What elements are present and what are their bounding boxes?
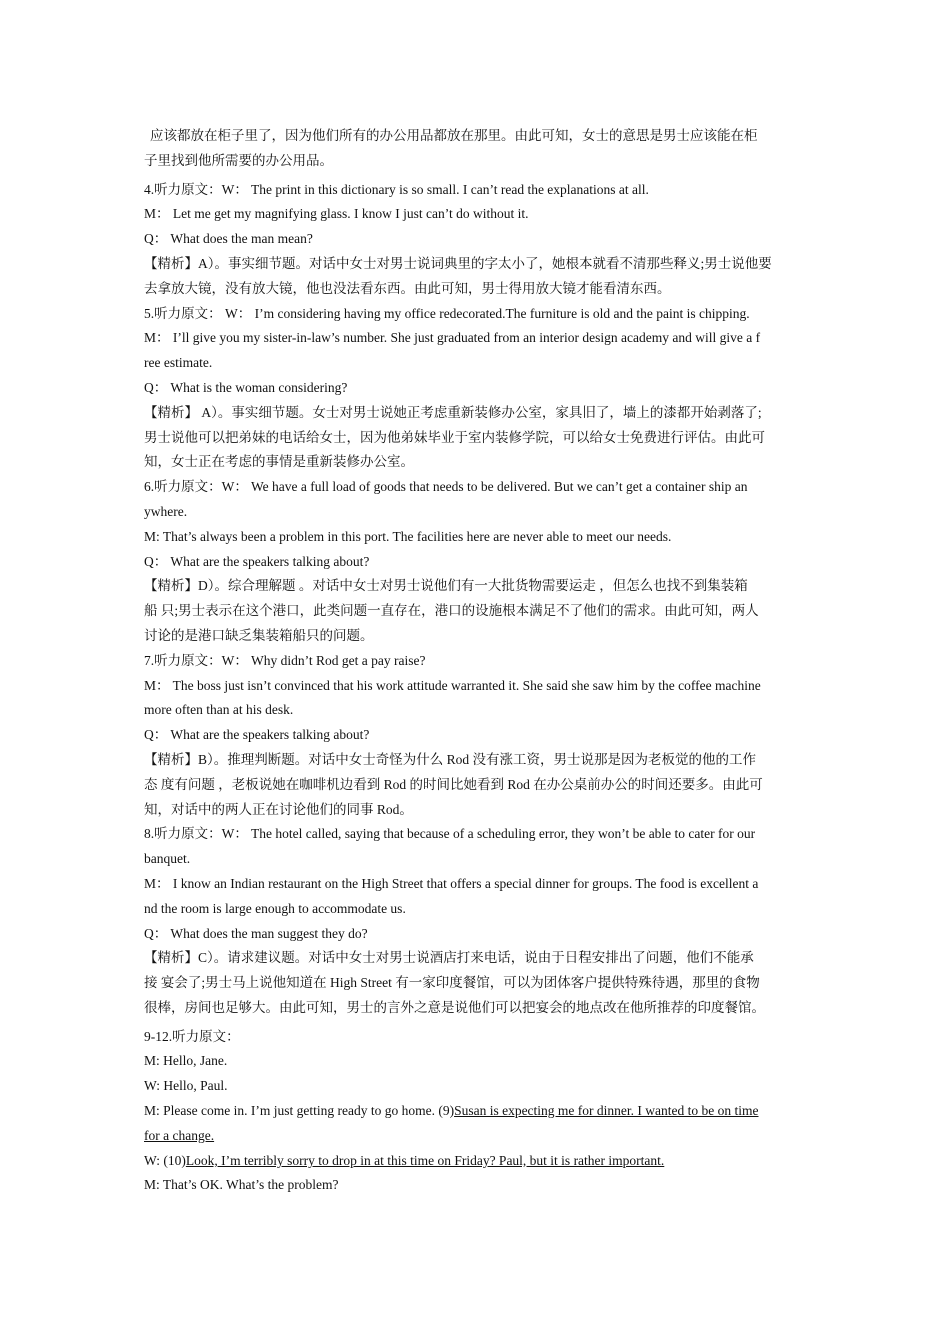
q5-analysis-line1: 【精析】 A）。事实细节题。女士对男士说她正考虑重新装修办公室，家具旧了，墙上的漆都开始剥落了; — [144, 404, 762, 420]
q4-analysis-line1: 【精析】A）。事实细节题。对话中女士对男士说词典里的字太小了，她根本就看不清那些释义;男士说他要 — [144, 255, 772, 271]
q7-transcript-man-line2: more often than at his desk. — [144, 702, 294, 718]
q8-transcript-man-line1: M： I know an Indian restaurant on the High Street that offers a special dinner for groups. The food is excellent a — [144, 875, 759, 891]
q5-transcript-man-line2: ree estimate. — [144, 355, 213, 371]
q6-analysis-line3: 讨论的是港口缺乏集装箱船只的问题。 — [144, 627, 374, 643]
dialogue-line-3-cont — [144, 1124, 824, 1149]
answer-9-underlined: Susan is expecting me for dinner. I wanted to be on time — [454, 1103, 759, 1119]
dialogue-line-4 — [144, 1149, 824, 1174]
q5-question: Q： What is the woman considering? — [144, 379, 348, 395]
dialogue-line-5: M: That’s OK. What’s the problem? — [144, 1177, 339, 1193]
analysis-q3-line1: 应该都放在柜子里了，因为他们所有的办公用品都放在那里。由此可知，女士的意思是男士应该能在柜 — [150, 128, 758, 143]
q5-analysis-line2: 男士说他可以把弟妹的电话给女士，因为他弟妹毕业于室内装修学院，可以给女士免费进行评估。由此可 — [144, 429, 765, 445]
q7-transcript-man-line1: M： The boss just isn’t convinced that his work attitude warranted it. She said she saw him by the coffee machine — [144, 677, 761, 693]
q6-analysis-line1: 【精析】D）。综合理解题 。对话中女士对男士说他们有一大批货物需要运走 ，但怎么也找不到集装箱 — [144, 578, 748, 594]
q8-analysis-line3: 很棒，房间也足够大。由此可知，男士的言外之意是说他们可以把宴会的地点改在他所推荐的印度餐馆。 — [144, 999, 765, 1015]
dialogue-line-1: M: Hello, Jane. — [144, 1053, 228, 1069]
section-9-12-title: 9-12.听力原文： — [144, 1028, 240, 1044]
q7-question: Q： What are the speakers talking about? — [144, 727, 370, 743]
q7-transcript-woman: 7.听力原文：W： Why didn’t Rod get a pay raise? — [144, 652, 426, 668]
q5-transcript-man-line1: M： I’ll give you my sister-in-law’s number. She just graduated from an interior design academy and will give a f — [144, 330, 761, 346]
q8-transcript-man-line2: nd the room is large enough to accommodate us. — [144, 900, 406, 916]
q6-question: Q： What are the speakers talking about? — [144, 553, 370, 569]
q6-transcript-man: M: That’s always been a problem in this port. The facilities here are never able to meet our needs. — [144, 528, 672, 544]
q8-analysis-line1: 【精析】C）。请求建议题。对话中女士对男士说酒店打来电话，说由于日程安排出了问题，他们不能承 — [144, 950, 754, 966]
dialogue-line-4-prefix: W: (10) — [144, 1152, 186, 1168]
analysis-q3-line2: 子里找到他所需要的办公用品。 — [144, 152, 333, 168]
dialogue-line-3 — [144, 1099, 824, 1124]
q7-analysis-line3: 知，对话中的两人正在讨论他们的同事 Rod。 — [144, 801, 413, 817]
q4-transcript-woman: 4.听力原文：W： The print in this dictionary is so small. I can’t read the explanations at all. — [144, 181, 649, 197]
answer-10-underlined: Look, I’m terribly sorry to drop in at this time on Friday? Paul, but it is rather important. — [185, 1152, 665, 1168]
q8-transcript-woman-line2: banquet. — [144, 851, 191, 867]
q6-transcript-woman-line2: ywhere. — [144, 503, 188, 519]
q5-analysis-line3: 知，女士正在考虑的事情是重新装修办公室。 — [144, 454, 414, 470]
q8-question: Q： What does the man suggest they do? — [144, 925, 368, 941]
q4-analysis-line2: 去拿放大镜，没有放大镜，他也没法看东西。由此可知，男士得用放大镜才能看清东西。 — [144, 280, 671, 296]
document-body — [144, 124, 824, 1198]
q4-transcript-man: M： Let me get my magnifying glass. I know I just can’t do without it. — [144, 206, 529, 222]
q4-question: Q： What does the man mean? — [144, 231, 313, 247]
q7-analysis-line2: 态 度有问题 ，老板说她在咖啡机边看到 Rod 的时间比她看到 Rod 在办公桌前办公的时间还要多。由此可 — [144, 776, 763, 792]
q8-transcript-woman-line1: 8.听力原文：W： The hotel called, saying that because of a scheduling error, they won’t be able to cater for our — [144, 826, 756, 842]
dialogue-line-2: W: Hello, Paul. — [144, 1078, 228, 1094]
q8-analysis-line2: 接 宴会了;男士马上说他知道在 High Street 有一家印度餐馆，可以为团体客户提供特殊待遇，那里的食物 — [144, 975, 760, 991]
q7-analysis-line1: 【精析】B）。推理判断题。对话中女士奇怪为什么 Rod 没有涨工资，男士说那是因为老板觉的他的工作 — [144, 751, 757, 767]
answer-9-underlined-cont: for a change. — [144, 1127, 215, 1143]
q6-analysis-line2: 船 只;男士表示在这个港口，此类问题一直存在，港口的设施根本满足不了他们的需求。由此可知，两人 — [144, 603, 759, 619]
q6-transcript-woman-line1: 6.听力原文：W： We have a full load of goods that needs to be delivered. But we can’t get a container ship an — [144, 479, 748, 495]
q5-transcript-woman: 5.听力原文： W： I’m considering having my office redecorated.The furniture is old and the paint is chipping. — [144, 305, 750, 321]
dialogue-line-3-prefix: M: Please come in. I’m just getting ready to go home. (9) — [144, 1103, 455, 1119]
